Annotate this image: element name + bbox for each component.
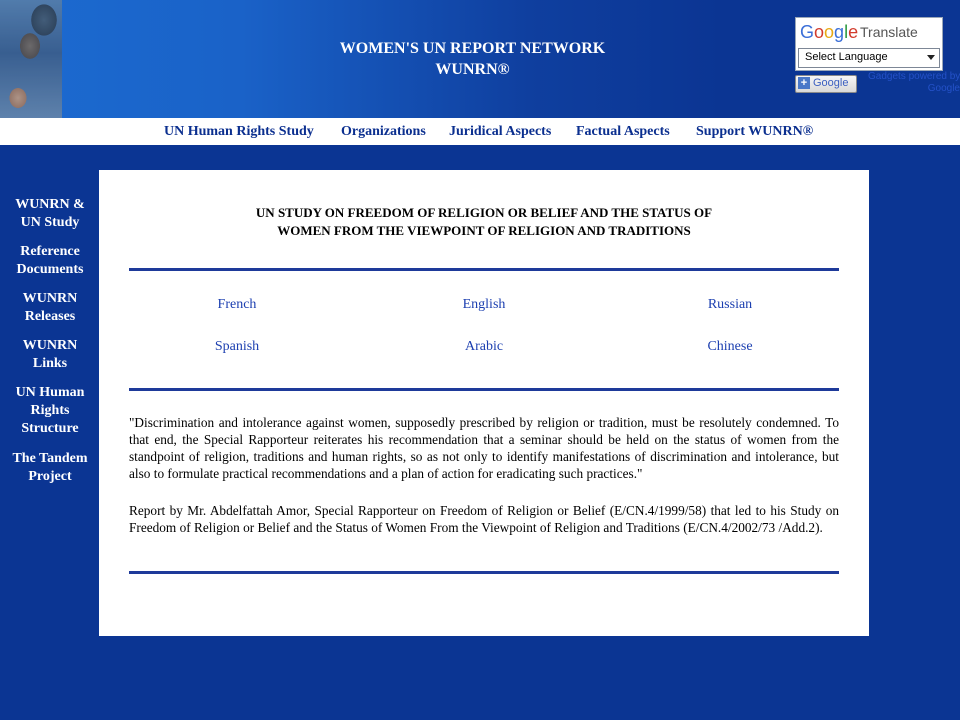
sidebar-item-label: UN Study [20, 215, 80, 230]
divider [129, 388, 839, 391]
page-title-line2: WOMEN FROM THE VIEWPOINT OF RELIGION AND TRADITIONS [277, 223, 691, 238]
sidebar-item-label: Reference [20, 244, 80, 259]
sidebar-item-label: WUNRN [22, 338, 78, 353]
sidebar-item-wunrn-un-study[interactable] [0, 196, 100, 232]
divider [129, 268, 839, 271]
site-header [0, 0, 960, 118]
quote-paragraph: "Discrimination and intolerance against women, supposedly prescribed by religion or tradition, must be resolutely condemned. To that end, the Special Rapporteur reiterates his recommendation that a seminar should be held on the status of women from the standpoint of religion, traditions and human rights, so as not only to identify manifestations of discrimination and intolerance, but also to formulate practical recommendations and a plan of action for eradicating such practices." [129, 415, 839, 481]
link-chinese[interactable]: Chinese [707, 339, 753, 354]
gadgets-powered-by-link[interactable] [868, 71, 960, 95]
nav-juridical-aspects[interactable]: Juridical Aspects [449, 124, 552, 139]
nav-support-wunrn[interactable]: Support WUNRN® [696, 124, 814, 139]
page-title [129, 204, 839, 240]
sidebar-item-label: Documents [16, 262, 84, 277]
nav-organizations[interactable]: Organizations [341, 124, 426, 139]
sidebar-item-label: Rights [30, 403, 70, 418]
google-translate-widget [795, 17, 943, 71]
sidebar-item-un-human-rights-structure[interactable] [0, 384, 100, 438]
sidebar-item-wunrn-links[interactable] [0, 337, 100, 373]
link-english[interactable]: English [462, 297, 506, 312]
add-to-google-button[interactable] [795, 75, 857, 93]
link-arabic[interactable]: Arabic [464, 339, 504, 354]
chevron-down-icon [927, 55, 935, 60]
sidebar-item-reference-documents[interactable] [0, 243, 100, 279]
sidebar-item-label: UN Human [15, 385, 85, 400]
site-title [300, 38, 645, 80]
sidebar-item-wunrn-releases[interactable] [0, 290, 100, 326]
site-title-line1: WOMEN'S UN REPORT NETWORK [339, 40, 606, 57]
sidebar-item-label: The Tandem [12, 451, 88, 466]
sidebar-item-label: Project [28, 469, 72, 484]
top-nav-bar [0, 118, 960, 145]
sidebar-item-label: WUNRN & [15, 197, 85, 212]
link-russian[interactable]: Russian [707, 297, 753, 312]
page-title-line1: UN STUDY ON FREEDOM OF RELIGION OR BELIEF AND THE STATUS OF [255, 205, 713, 220]
header-photo [0, 0, 62, 118]
sidebar-item-label: Releases [24, 309, 76, 324]
select-language-value: Select Language [805, 51, 888, 63]
plus-icon: + [798, 77, 810, 89]
main-content-panel [99, 170, 869, 636]
report-paragraph: Report by Mr. Abdelfattah Amor, Special Rapporteur on Freedom of Religion or Belief (E/CN.4/1999/58) that led to his Study on Freedom of Religion or Belief and the Status of Women From the Viewpoint of Religion and Traditions (E/CN.4/2002/73 /Add.2). [129, 503, 839, 535]
translate-label: Translate [860, 24, 918, 40]
sidebar-item-label: Structure [21, 421, 79, 436]
gadgets-line1: Gadgets powered by [868, 71, 960, 82]
select-language-dropdown[interactable] [798, 48, 940, 68]
link-spanish[interactable]: Spanish [214, 339, 260, 354]
sidebar-item-tandem-project[interactable] [0, 450, 100, 486]
add-to-google-label: Google [813, 77, 849, 89]
nav-factual-aspects[interactable]: Factual Aspects [576, 124, 670, 139]
site-title-line2: WUNRN® [435, 61, 510, 78]
sidebar-item-label: Links [32, 356, 68, 371]
google-logo: Google [800, 22, 859, 42]
sidebar-item-label: WUNRN [22, 291, 78, 306]
divider [129, 571, 839, 574]
nav-un-human-rights-study[interactable]: UN Human Rights Study [164, 124, 314, 139]
gadgets-line2: Google [927, 83, 960, 94]
link-french[interactable]: French [217, 297, 257, 312]
